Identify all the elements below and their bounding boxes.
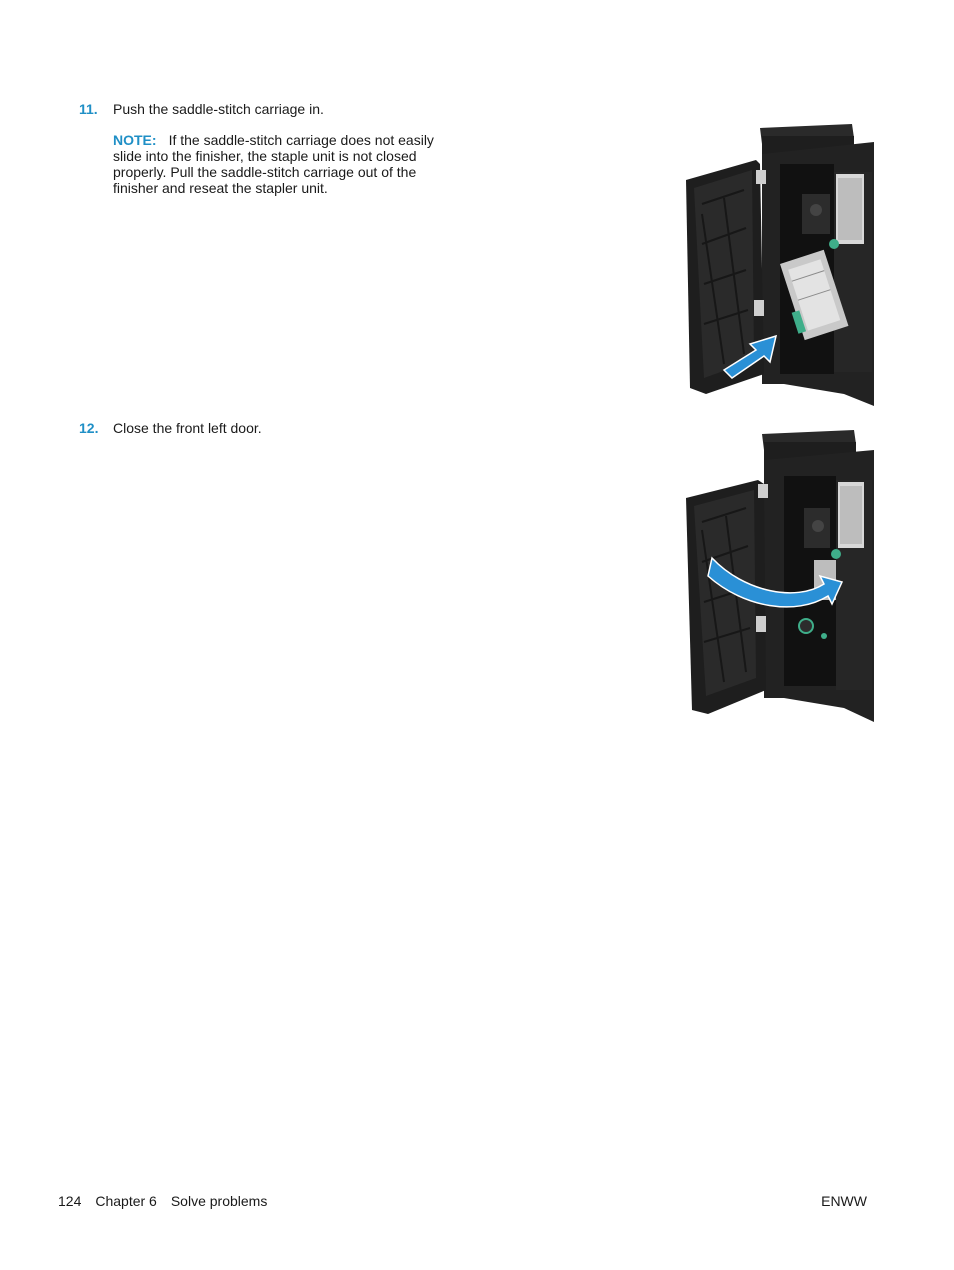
step-11-text: Push the saddle-stitch carriage in. [113, 101, 324, 117]
page-number: 124 [58, 1193, 82, 1209]
step-12-text: Close the front left door. [113, 420, 262, 436]
page-footer-left [58, 1193, 281, 1209]
section-title: Solve problems [170, 1193, 268, 1209]
finisher-carriage-push-illustration [684, 124, 876, 408]
chapter-label: Chapter 6 [95, 1193, 157, 1209]
doc-code: ENWW [821, 1193, 867, 1209]
step-12-number: 12. [79, 420, 99, 436]
note-label: NOTE: [113, 132, 157, 148]
note-block [113, 132, 449, 196]
note-text: If the saddle-stitch carriage does not easily slide into the finisher, the staple unit is not closed properly. Pull the saddle-stitch carriage out of the finisher and reseat the stapler unit. [113, 132, 434, 196]
close-front-left-door-illustration [684, 430, 876, 724]
step-11-number: 11. [79, 101, 98, 117]
